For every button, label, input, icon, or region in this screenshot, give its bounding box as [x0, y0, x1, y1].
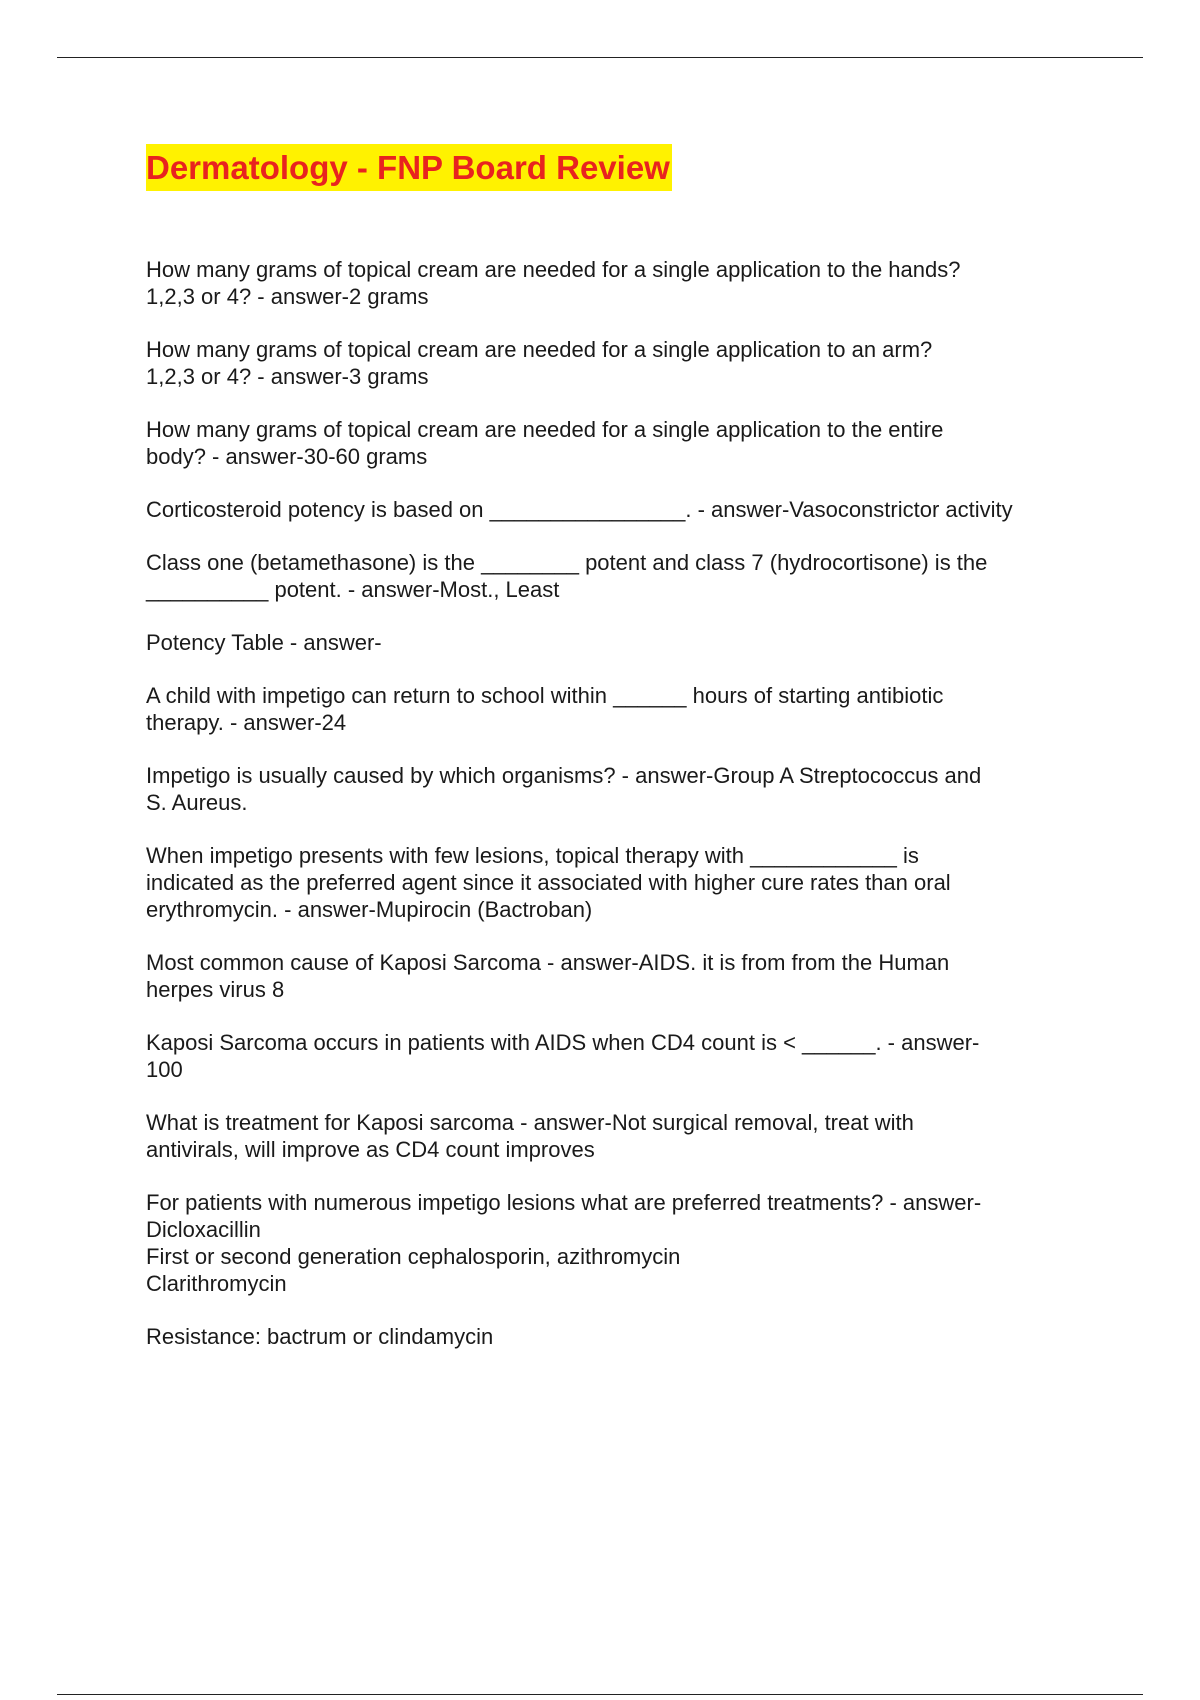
- qa-item-potency-table: Potency Table - answer-: [146, 630, 382, 655]
- qa-item-kaposi-cd4: Kaposi Sarcoma occurs in patients with AIDS when CD4 count is < ______. - answer- 100: [146, 1030, 980, 1082]
- qa-item-kaposi-cause: Most common cause of Kaposi Sarcoma - answer-AIDS. it is from from the Human herpes virus 8: [146, 950, 950, 1002]
- qa-item-kaposi-treatment: What is treatment for Kaposi sarcoma - answer-Not surgical removal, treat with antivirals, will improve as CD4 count improves: [146, 1110, 914, 1162]
- qa-item-impetigo-school: A child with impetigo can return to school within ______ hours of starting antibiotic therapy. - answer-24: [146, 683, 944, 735]
- qa-item-class-potency: Class one (betamethasone) is the ________ potent and class 7 (hydrocortisone) is the __________ potent. - answer-Most., Least: [146, 550, 988, 602]
- qa-item-arm: How many grams of topical cream are needed for a single application to an arm? 1,2,3 or 4? - answer-3 grams: [146, 337, 933, 389]
- document-title: Dermatology - FNP Board Review: [146, 144, 672, 191]
- qa-item-impetigo-numerous: For patients with numerous impetigo lesions what are preferred treatments? - answer- Dicloxacillin First or second generation cephalosporin, azithromycin Clarithromycin: [146, 1190, 982, 1296]
- qa-item-corticosteroid-potency: Corticosteroid potency is based on ________________. - answer-Vasoconstrictor activity: [146, 497, 1013, 522]
- qa-item-resistance: Resistance: bactrum or clindamycin: [146, 1324, 494, 1349]
- qa-item-impetigo-topical: When impetigo presents with few lesions, topical therapy with ____________ is indicated as the preferred agent since it associated with higher cure rates than oral erythromycin. - answer-Mupirocin (Bactroban): [146, 843, 951, 922]
- bottom-rule: [57, 1694, 1143, 1695]
- qa-item-impetigo-organisms: Impetigo is usually caused by which organisms? - answer-Group A Streptococcus and S. Aureus.: [146, 763, 982, 815]
- qa-item-entire-body: How many grams of topical cream are needed for a single application to the entire body? - answer-30-60 grams: [146, 417, 944, 469]
- qa-item-hands: How many grams of topical cream are needed for a single application to the hands? 1,2,3 or 4? - answer-2 grams: [146, 257, 961, 309]
- top-rule: [57, 57, 1143, 58]
- qa-list: [146, 256, 1096, 1376]
